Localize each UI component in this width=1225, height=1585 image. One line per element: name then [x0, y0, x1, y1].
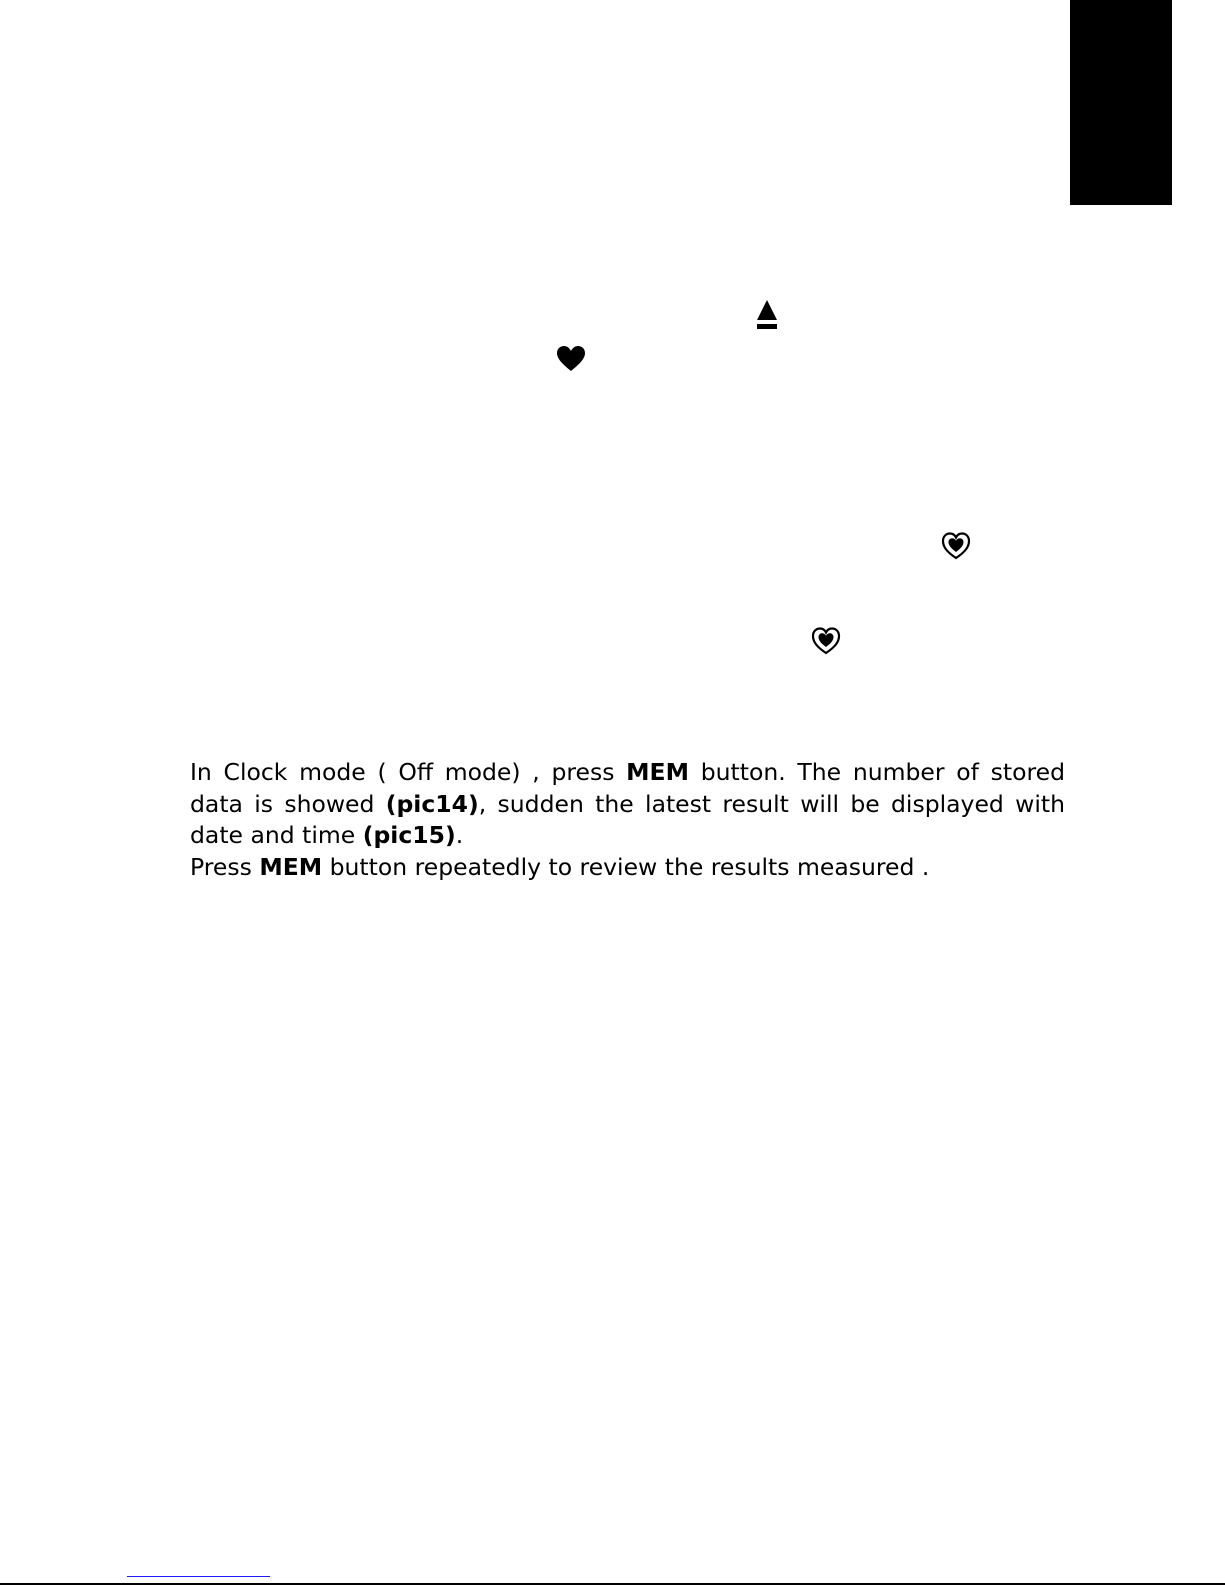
page-edge-tab	[1070, 0, 1172, 205]
eject-icon	[756, 298, 778, 330]
heart-icon	[556, 345, 586, 373]
instruction-text	[190, 757, 1065, 883]
memory-recall-paragraph: In Clock mode ( Off mode) , press MEM button. The number of stored data is showed (pic14), sudden the latest result will be displayed with date and time (pic15).	[190, 758, 1065, 849]
heart-in-circle-icon	[941, 531, 971, 561]
figure-reference: (pic14)	[385, 789, 479, 818]
mem-button-label: MEM	[626, 758, 689, 786]
heart-in-circle-icon	[811, 626, 841, 656]
figure-reference: (pic15)	[362, 821, 456, 849]
footnote-divider	[127, 1576, 270, 1577]
mem-button-label: MEM	[259, 852, 323, 881]
memory-review-paragraph: Press MEM button repeatedly to review the results measured .	[190, 852, 930, 881]
